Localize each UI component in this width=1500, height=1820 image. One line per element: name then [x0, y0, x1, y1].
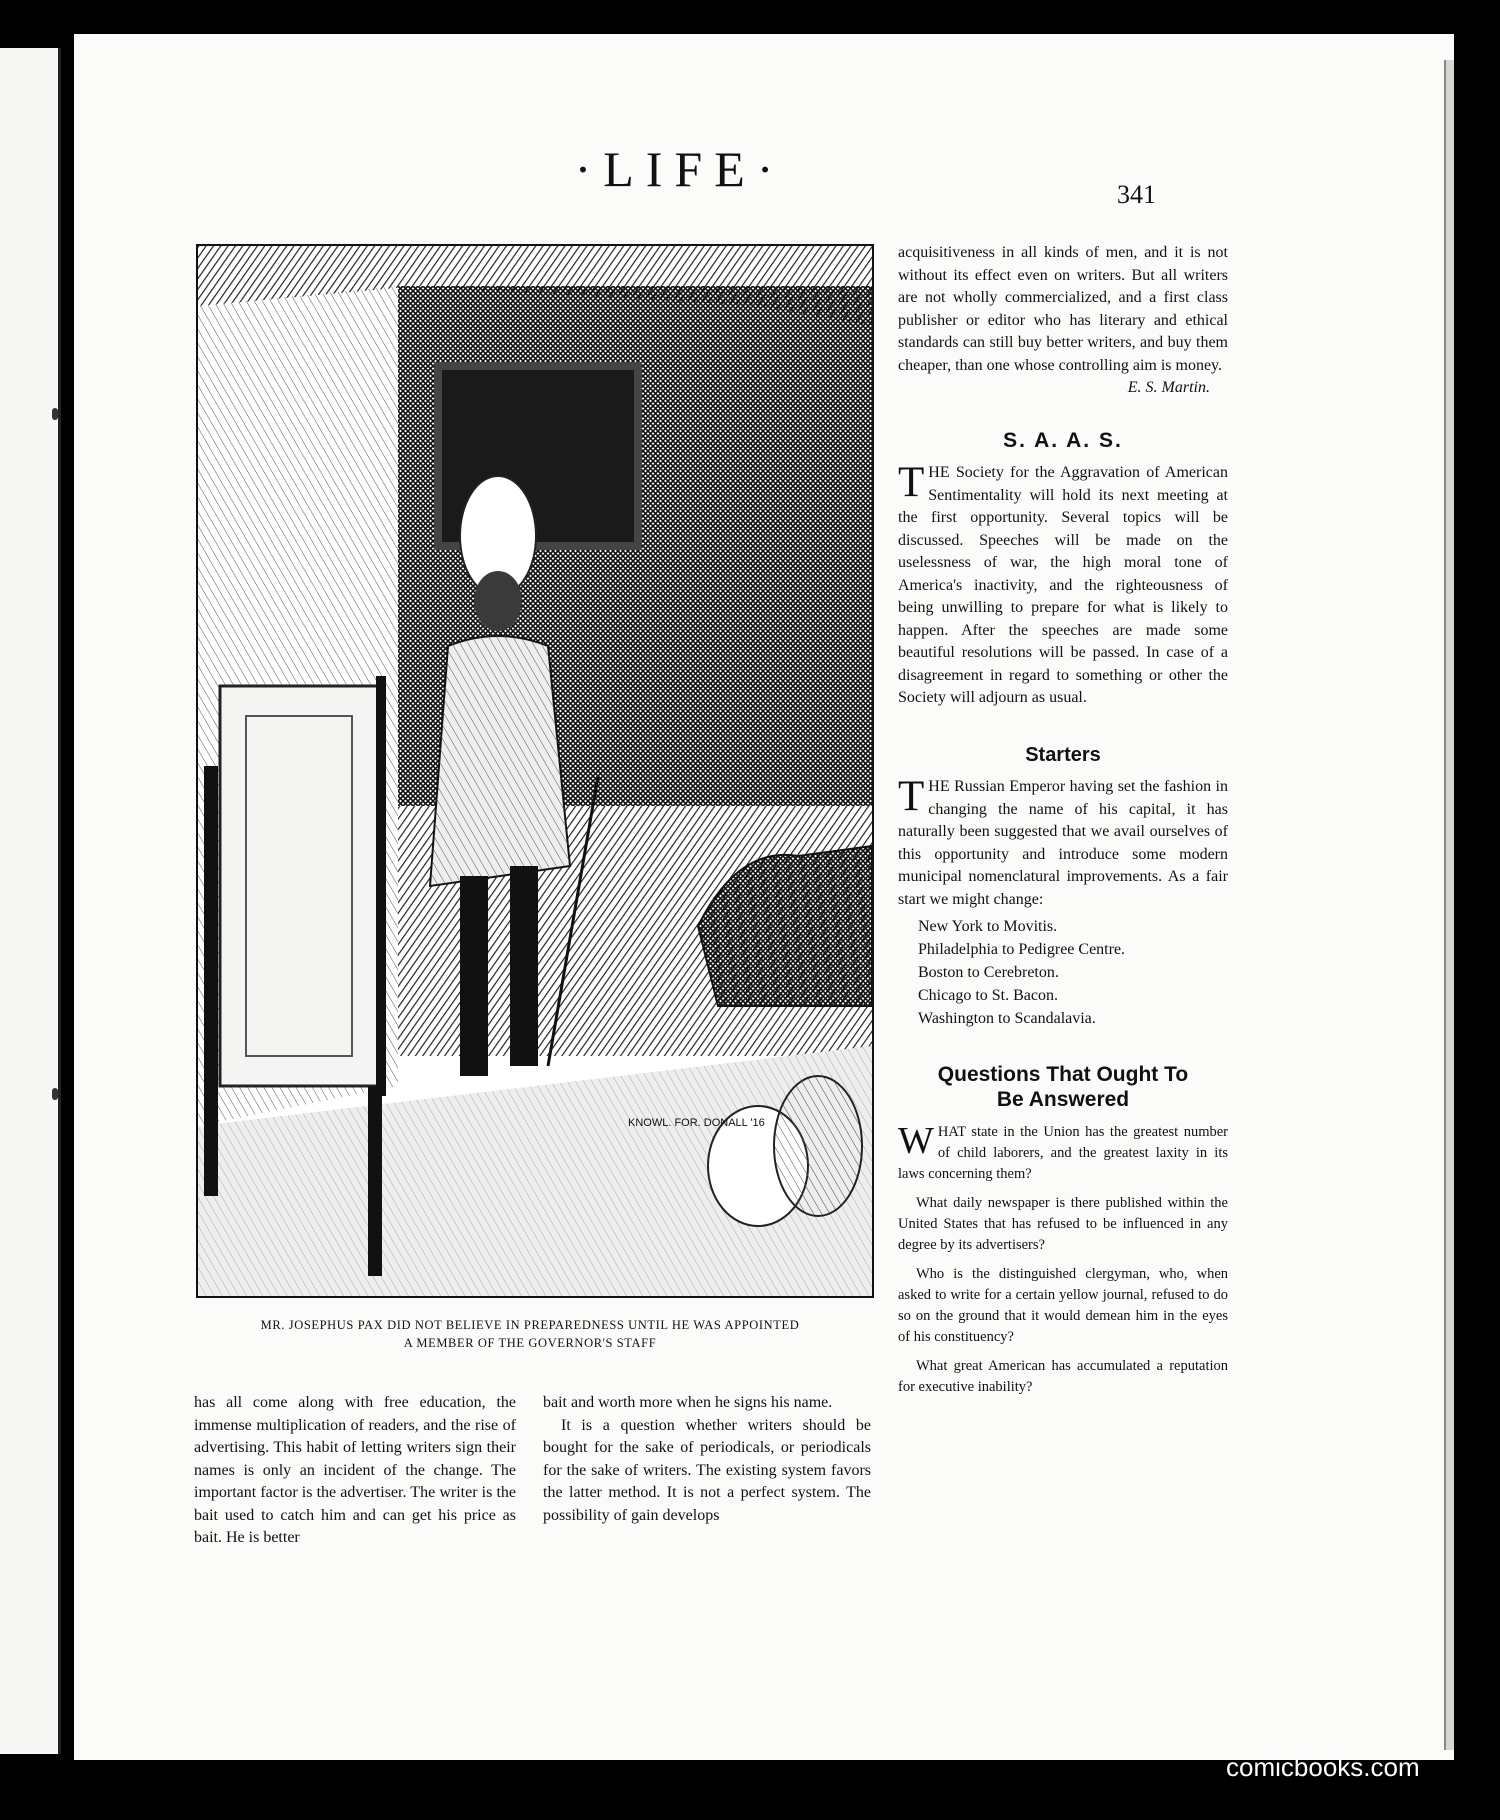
coat-shading: [430, 636, 570, 886]
figure-leg: [460, 876, 488, 1076]
question: What daily newspaper is there published within the United States that has refused to be influenced in any degree by its advertisers?: [898, 1195, 1228, 1253]
right-column: [898, 242, 1228, 1406]
article-column-middle: [543, 1392, 871, 1527]
drop-cap: W: [898, 1120, 934, 1162]
figure-leg: [510, 866, 538, 1066]
masthead-title: ·LIFE·: [574, 141, 786, 197]
renaming-list: [918, 915, 1228, 1030]
previous-page-edge: [0, 48, 61, 1754]
list-item: New York to Movitis.: [918, 918, 1058, 935]
binding-mark: [52, 408, 58, 420]
list-item: Philadelphia to Pedigree Centre.: [918, 941, 1126, 958]
article-paragraph: has all come along with free education, the immense multiplication of readers, and the rise of advertising. This habit of letting writers sign their names is only an incident of the change. The important factor is the advertiser. The writer is the bait used to catch him and can get his price as bait. He is better: [194, 1394, 516, 1546]
illustration: [196, 244, 874, 1298]
article-column-left: [194, 1392, 516, 1550]
starters-heading: Starters: [1025, 743, 1101, 766]
page-edge-shadow: [1444, 60, 1454, 1750]
list-item: Chicago to St. Bacon.: [918, 987, 1058, 1004]
starters-paragraph: [898, 773, 1228, 911]
saas-paragraph: [898, 459, 1228, 710]
questions-heading: [898, 1062, 1228, 1112]
article-paragraph: bait and worth more when he signs his name.: [543, 1394, 833, 1411]
figure-face: [474, 571, 522, 631]
page-number: 341: [1117, 180, 1156, 209]
list-item: Boston to Cerebreton.: [918, 964, 1059, 981]
drum: [774, 1076, 862, 1216]
question: What great American has accumulated a reputation for executive inability?: [898, 1358, 1228, 1395]
stand-leg: [368, 1086, 382, 1276]
list-item: Washington to Scandalavia.: [918, 1010, 1096, 1027]
saas-body: HE Society for the Aggravation of American Sentimentality will hold its next meeting at the first opportunity. Several topics will be discussed. Speeches will be made on the uselessness of war, the high moral tone of America's inactivity, and the righteousness of being unwilling to prepare for what is likely to happen. After the speeches are made some beautiful resolutions will be passed. In case of a disagreement in regard to something or other the Society will adjourn as usual.: [898, 464, 1228, 706]
caption-line: A MEMBER OF THE GOVERNOR'S STAFF: [403, 1336, 657, 1351]
question-text: HAT state in the Union has the greatest number of child laborers, and the greatest laxity in its laws concerning them?: [898, 1124, 1228, 1182]
lamp-post: [204, 766, 218, 1196]
caption-line: MR. JOSEPHUS PAX DID NOT BELIEVE IN PREPAREDNESS UNTIL HE WAS APPOINTED: [260, 1318, 800, 1332]
starters-body: HE Russian Emperor having set the fashion in changing the name of his capital, it has naturally been suggested that we avail ourselves of this opportunity and introduce some modern municipal nomenclatural improvements. As a fair start we might change:: [898, 778, 1228, 908]
drop-cap: T: [898, 773, 925, 820]
heading-line: Be Answered: [996, 1088, 1130, 1111]
article-signature: E. S. Martin.: [1127, 379, 1210, 396]
questions-list: [898, 1122, 1228, 1398]
article-paragraph: It is a question whether writers should be bought for the sake of periodicals, or periodicals for the sake of writers. The existing system favors the latter method. It is not a perfect system. The possibility of gain develops: [543, 1416, 871, 1524]
illustration-caption: [170, 1316, 890, 1352]
saas-heading: S. A. A. S.: [1003, 428, 1123, 452]
article-paragraph: acquisitiveness in all kinds of men, and it is not without its effect even on writers. But all writers are not wholly commercialized, and a first class publisher or editor who has literary and ethical standards can still buy better writers, and buy them cheaper, than one whose controlling aim is money.: [898, 244, 1228, 374]
folding-screen: [220, 686, 378, 1086]
site-watermark: comicbooks.com: [1226, 1752, 1420, 1782]
drop-cap: T: [898, 459, 925, 506]
artist-signature: KNOWL. FOR. DONALL '16: [628, 1117, 765, 1129]
screen-frame: [376, 676, 386, 1096]
illustration-drawing: [198, 246, 872, 1296]
question: [898, 1122, 1228, 1185]
question: Who is the distinguished clergyman, who, when asked to write for a certain yellow journal, refused to do so on the ground that it would demean him in the eyes of his constituency?: [898, 1266, 1228, 1345]
heading-line: Questions That Ought To: [937, 1063, 1189, 1086]
binding-mark: [52, 1088, 58, 1100]
